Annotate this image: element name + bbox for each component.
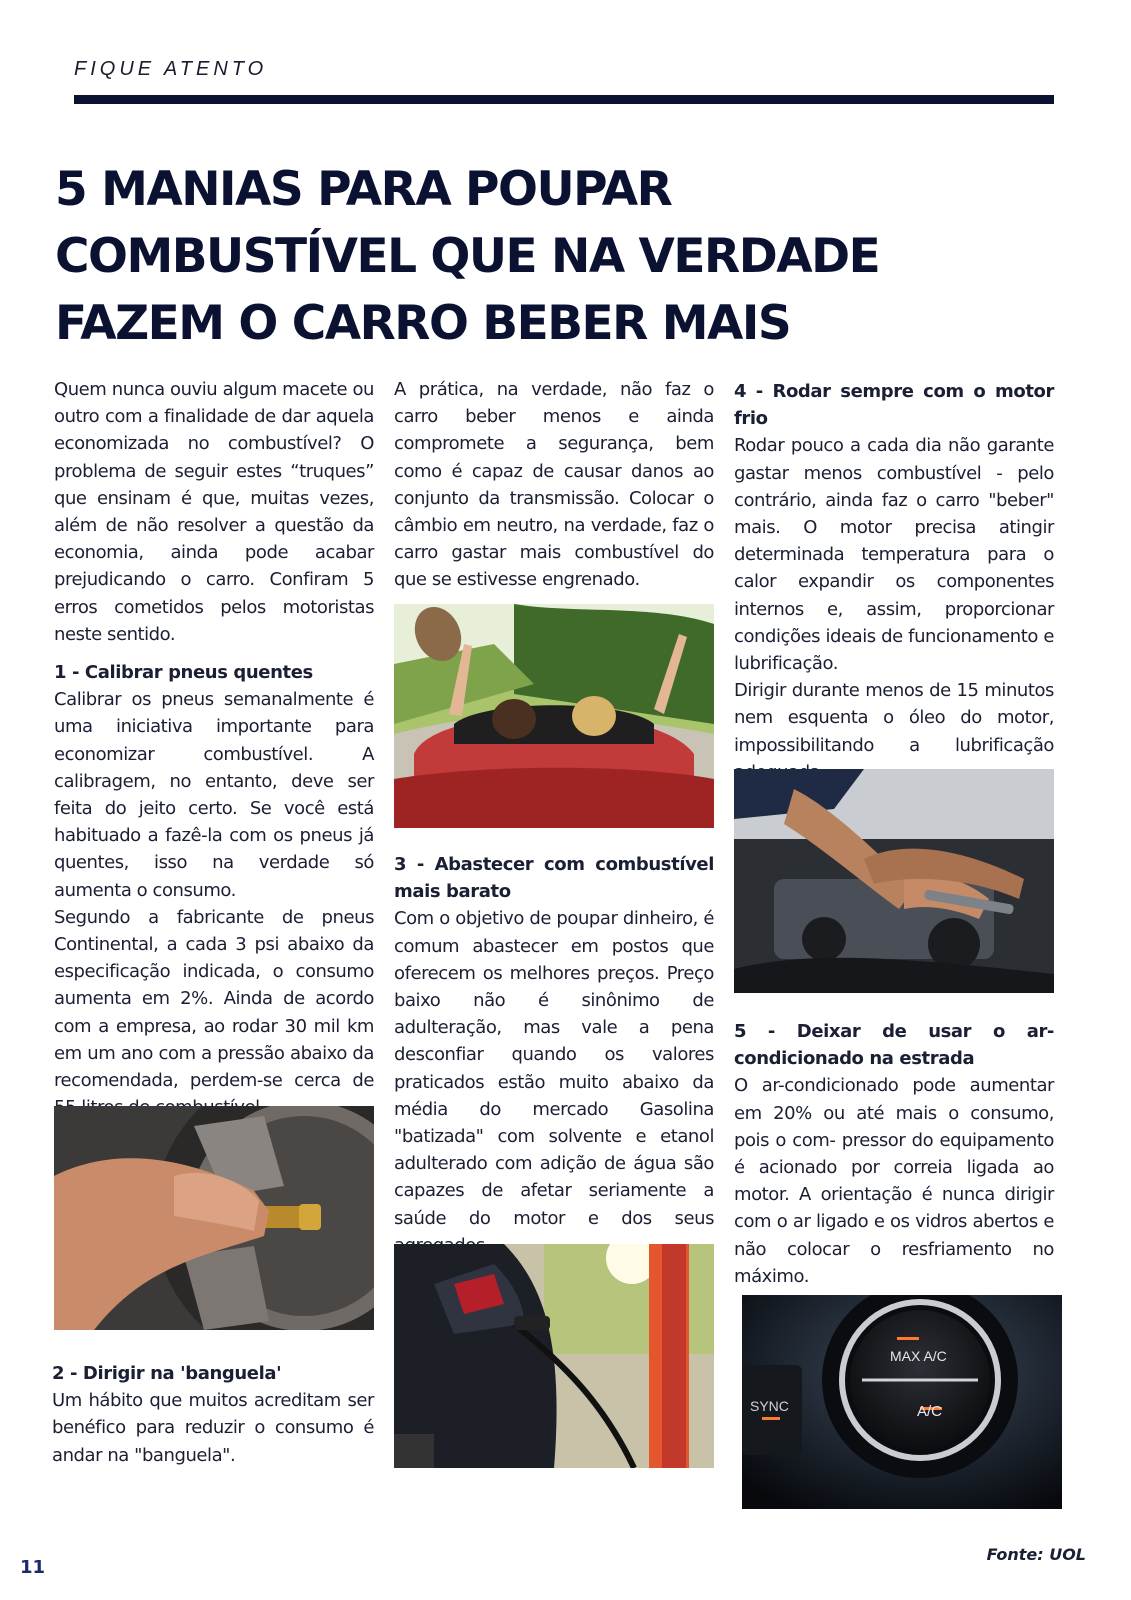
engine-repair-photo [734, 769, 1054, 993]
item-paragraph: Com o objetivo de poupar dinheiro, é comum abastecer em postos que oferecem os melhores preços. Preço baixo não é sinônimo de adulteração, mas vale a pena desconfiar quando os valores praticados estão muito abaixo da média do mercado Gasolina "batizada" com solvente e etanol adulterado com adição de água são capazes de afetar seriamente a saúde do motor e dos seus [394, 908, 714, 1229]
column-2-middle [394, 851, 714, 1259]
headline-line: COMBUSTÍVEL QUE NA VERDADE [55, 229, 880, 284]
item-paragraph: Rodar pouco a cada dia não garante gastar menos combustível - pelo contrário, ainda faz o carro "beber" mais. O motor precisa atingir determinada temperatura para o calor expandir os componentes internos e, assim, proporcionar condições ideais de funcionamento e lubrificação. [734, 435, 1054, 675]
column-3 [734, 378, 1054, 786]
item-paragraph: Um hábito que muitos acreditam ser benéfico para reduzir o consumo é andar na "banguela". [52, 1390, 374, 1466]
section-label: FIQUE ATENTO [74, 58, 268, 80]
intro-paragraph: Quem nunca ouviu algum macete ou outro com a finalidade de dar aquela economizada no combustível? O problema de seguir estes “truques” que ensinam é que, muitas vezes, além de não resolver a questão da economia, ainda pode acabar prejudicando o carro. Confiram 5 erros cometidos pelos motoristas neste sentido. [54, 379, 374, 645]
headline-line: 5 MANIAS PARA POUPAR [55, 162, 672, 217]
headline-line: FAZEM O CARRO BEBER MAIS [55, 296, 791, 351]
page-number: 11 [20, 1557, 46, 1578]
column-1-bottom [52, 1360, 374, 1469]
source-credit: Fonte: UOL [986, 1545, 1086, 1564]
ac-max-label: MAX A/C [890, 1348, 947, 1364]
item-paragraph: Calibrar os pneus semanalmente é uma iniciativa importante para economizar combustível. A calibragem, no entanto, deve ser feita do jeito certo. Se você está habituado a fazê-la com os pneus já quentes, isso na verdade só aumenta o consumo. [54, 689, 374, 901]
item-title: 3 - Abastecer com combustível mais barato [394, 854, 714, 903]
convertible-car-photo [394, 604, 714, 828]
sync-label: SYNC [750, 1398, 789, 1414]
item-paragraph: Segundo a fabricante de pneus Continental, a cada 3 psi abaixo da especificação indicada, o consumo aumenta em 2%. Ainda de acordo com a empresa, ao rodar 30 mil km em um ano com a pressão abaixo da recomendada, perdem-se cerca de [54, 906, 374, 1092]
item-title: 1 - Calibrar pneus quentes [54, 662, 313, 684]
column-1 [54, 376, 374, 1121]
headline [55, 156, 1055, 357]
item-title: 2 - Dirigir na 'banguela' [52, 1363, 282, 1384]
item-title: 5 - Deixar de usar o ar-condicionado na estrada [734, 1021, 1054, 1070]
tire-valve-photo [54, 1106, 374, 1330]
item-paragraph: Dirigir durante menos de 15 minutos nem esquenta o óleo do motor, impossibilitando a lubrificação [734, 680, 1054, 756]
column-2 [394, 376, 714, 594]
ac-control-photo [742, 1295, 1062, 1509]
item-paragraph: A prática, na verdade, não faz o carro beber menos e ainda compromete a segurança, bem como é capaz de causar danos ao conjunto da transmissão. Colocar o câmbio em neutro, na verdade, faz o carro gastar mais combustível do que se estivesse engrenado. [394, 379, 714, 591]
item-title: 4 - Rodar sempre com o motor frio [734, 381, 1054, 430]
header-rule [74, 95, 1054, 104]
item-paragraph: O ar-condicionado pode aumentar em 20% ou até mais o consumo, pois o com- pressor do equipamento é acionado por correia ligada ao motor. A orientação é nunca dirigir com o ar ligado e os vidros abertos e não colocar o resfriamento no máximo. [734, 1075, 1054, 1287]
column-3-bottom [734, 1018, 1054, 1290]
fuel-station-photo [394, 1244, 714, 1468]
ac-label: A/C [917, 1403, 943, 1420]
